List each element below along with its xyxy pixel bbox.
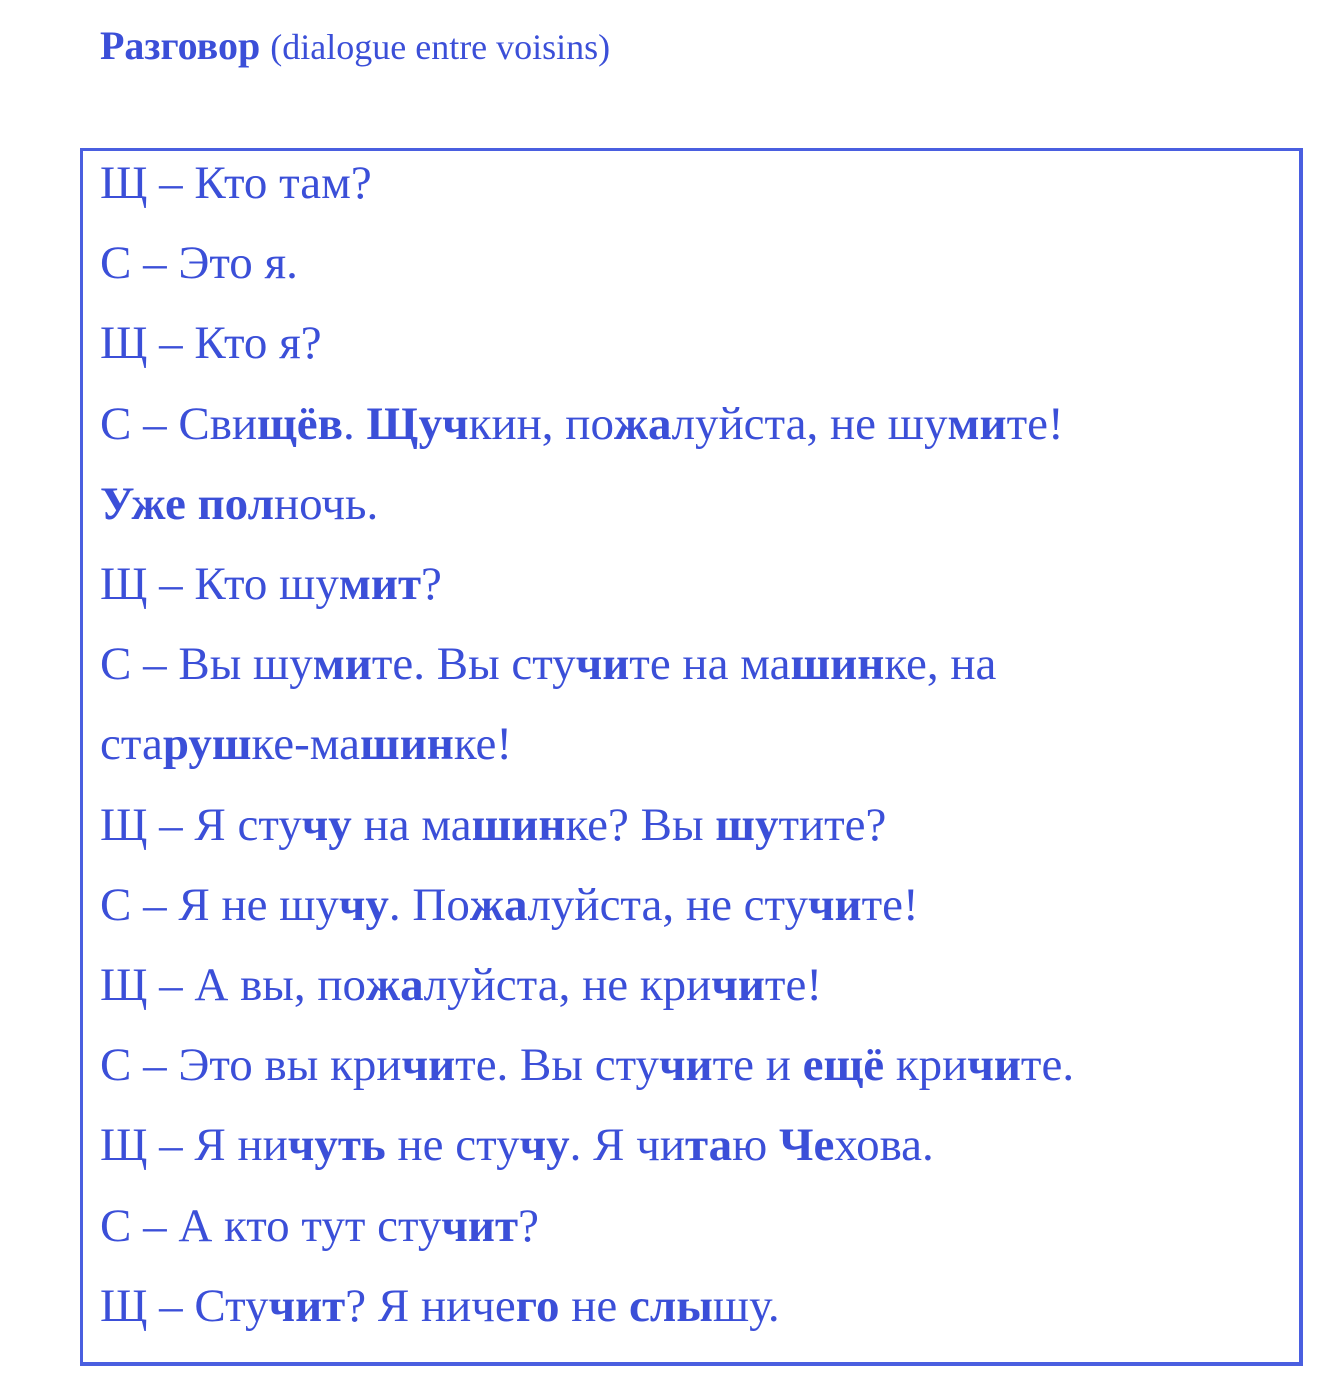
- stressed-text: го: [515, 1279, 560, 1332]
- line-text: Щ – Кто шу: [100, 558, 339, 610]
- page-title: [100, 18, 610, 75]
- line-text: те.: [1020, 1039, 1075, 1092]
- line-text: С – Вы шу: [100, 638, 313, 691]
- line-text: Щ – А вы, по: [100, 959, 367, 1011]
- dialogue-line: [100, 794, 886, 856]
- line-text: . Я чи: [569, 1119, 685, 1172]
- line-text: .: [342, 397, 367, 450]
- stressed-text: чи: [401, 1039, 456, 1092]
- dialogue-line: [100, 312, 322, 374]
- line-text: луйста, не кри: [423, 959, 712, 1011]
- dialogue-line: [100, 393, 1064, 455]
- line-text: не сту: [385, 1119, 520, 1172]
- dialogue-line: [100, 1114, 934, 1176]
- dialogue-line: [100, 152, 372, 214]
- stressed-text: жа: [613, 397, 672, 450]
- stressed-text: чу: [301, 798, 352, 851]
- line-text: луйста, не сту: [527, 878, 808, 931]
- line-text: Щ – Я сту: [100, 798, 302, 851]
- stressed-text: чи: [711, 959, 765, 1011]
- stressed-text: руш: [162, 718, 252, 771]
- stressed-text: Че: [779, 1119, 835, 1172]
- line-text: ю: [732, 1119, 780, 1172]
- line-text: Щ – Я ни: [100, 1119, 288, 1172]
- stressed-text: чи: [659, 1039, 713, 1092]
- stressed-text: ми: [312, 638, 372, 691]
- stressed-text: чуть: [287, 1119, 386, 1172]
- line-text: С – Я не шу: [100, 878, 339, 931]
- line-text: кин, по: [468, 397, 614, 450]
- line-text: ? Я ниче: [345, 1279, 516, 1332]
- line-text: ночь.: [273, 477, 379, 530]
- dialogue-line: [100, 1034, 1074, 1096]
- title-main: Разговор: [100, 23, 261, 68]
- line-text: . По: [388, 878, 470, 931]
- line-text: Щ – Кто я?: [100, 317, 322, 370]
- line-text: ке? Вы: [565, 798, 716, 851]
- stressed-text: чу: [338, 878, 389, 931]
- stressed-text: шин: [360, 718, 454, 771]
- stressed-text: шу: [715, 798, 779, 851]
- line-text: С – Это я.: [100, 237, 298, 290]
- stressed-text: шин: [790, 638, 885, 691]
- dialogue-line: [100, 553, 442, 615]
- stressed-text: чи: [575, 638, 630, 691]
- dialogue-line: [100, 954, 822, 1016]
- line-text: Щ – Сту: [100, 1279, 269, 1332]
- line-text: те. Вы сту: [455, 1039, 660, 1092]
- line-text: ста: [100, 718, 163, 771]
- line-text: ке-ма: [251, 718, 361, 771]
- line-text: шу.: [712, 1279, 780, 1332]
- line-text: хова.: [834, 1119, 934, 1172]
- stressed-text: слы: [628, 1279, 713, 1332]
- dialogue-line: [100, 1195, 539, 1257]
- stressed-text: чит: [441, 1199, 519, 1252]
- stressed-text: чи: [967, 1039, 1021, 1092]
- line-text: Щ – Кто там?: [100, 157, 372, 209]
- line-text: С – А кто тут сту: [100, 1199, 442, 1252]
- line-text: С – Сви: [100, 397, 258, 450]
- line-text: на ма: [351, 798, 472, 851]
- stressed-text: мит: [338, 558, 422, 610]
- line-text: те!: [861, 878, 919, 931]
- line-text: не: [559, 1279, 629, 1332]
- dialogue-line: [100, 713, 512, 775]
- stressed-text: та: [684, 1119, 733, 1172]
- line-text: ке!: [453, 718, 513, 771]
- stressed-text: ещё: [802, 1039, 885, 1092]
- line-text: те на ма: [629, 638, 791, 691]
- stressed-text: ми: [947, 397, 1007, 450]
- dialogue-line: [100, 874, 919, 936]
- stressed-text: чи: [807, 878, 862, 931]
- stressed-text: шин: [471, 798, 566, 851]
- dialogue-line: [100, 473, 378, 535]
- dialogue-line: [100, 633, 996, 695]
- line-text: те и: [712, 1039, 803, 1092]
- line-text: те. Вы сту: [371, 638, 576, 691]
- dialogue-line: [100, 232, 298, 294]
- line-text: кри: [884, 1039, 968, 1092]
- stressed-text: щёв: [257, 397, 343, 450]
- line-text: те!: [1006, 397, 1064, 450]
- stressed-text: Уже пол: [100, 477, 274, 530]
- line-text: С – Это вы кри: [100, 1039, 402, 1092]
- line-text: ке, на: [884, 638, 997, 691]
- line-text: ?: [421, 558, 442, 610]
- stressed-text: жа: [366, 959, 424, 1011]
- line-text: те!: [764, 959, 822, 1011]
- dialogue-line: [100, 1275, 780, 1337]
- stressed-text: Щуч: [366, 397, 469, 450]
- line-text: тите?: [778, 798, 887, 851]
- line-text: ?: [518, 1199, 539, 1252]
- title-subtitle: (dialogue entre voisins): [270, 27, 611, 67]
- line-text: луйста, не шу: [671, 397, 948, 450]
- stressed-text: жа: [469, 878, 528, 931]
- stressed-text: чит: [268, 1279, 346, 1332]
- stressed-text: чу: [519, 1119, 570, 1172]
